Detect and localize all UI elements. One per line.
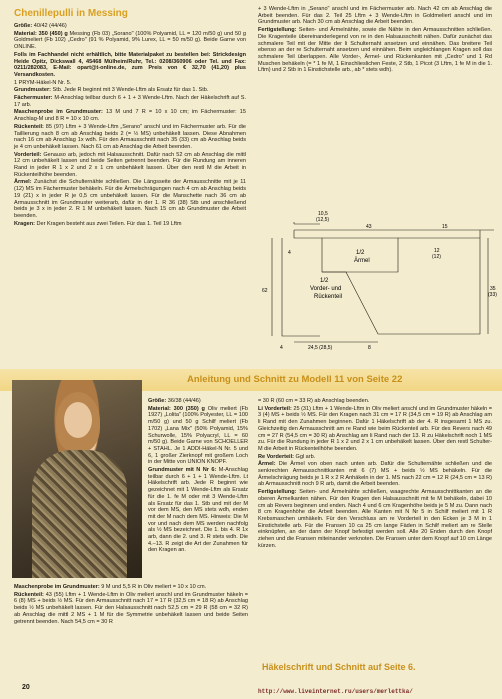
paragraph-text: Seiten- und Ärmelnähte, sowie die Nähte in den Armausschnitten schließen. Die Kragenteile übereinanderlegend von re in den Halsausschnitt nähen. Dafür zunächst das schmalere Teil mit der Mitte der li Schulternaht ansetzen und einnähen. Das breitere Teil ebenso an der re Schulternaht ansetzen und einnähen. Beim ungleichlangen Kragen soll das schmalere Teil überlappen. Alle Vorder-, Ärmel- und Rückenkanten mit „Cedro" und 1 Rd Muschen behäkeln (= * 1 fe M, 1 Einschlieslichen Feste, 2 Stb, 1 Picot (3 Lftm, 1 fe M in die 1. Lftm) und 2 Stb in 1 Einstichstelle arb., ab * stets wdh). (258, 27, 492, 74)
paragraph-text: Zunächst die Schulternähte schließen. Die Längsseite der Armausschnitte mit je 11 (12) MS im Fächermuster behäkeln. Für die Ärmelschrägungen nach 4 cm ab Anschlag beids 19 (21) x in jeder R je 0,5 cm unbehäkelt lassen. Für die Manschette nach 36 cm ab Armausschnitt im Grundmuster weiterarb, dafür in der 1. R 36 (38) Stb und anschließend beids je 3 x in jeder 2. R 1 M unbehäkelt lassen. Nach 15 cm ab Grundmuster die Arbeit beenden. (14, 179, 246, 219)
dim-15: 15 (442, 224, 448, 230)
paragraph (258, 6, 492, 26)
pattern-diagram (258, 154, 498, 354)
paragraph-text: Genauso arb, jedoch mit Halsausschnitt. Dafür nach 52 cm ab Anschlag die mittl 12 cm unbehäkelt lassen und beide Seiten getrennt beenden. Für die Rundung am inneren Rand in jeder R 1 x 2 und 2 x 1 cm unbehäkelt lassen. Über den restl M die Arbeit in Rückenteilhöhe beenden. (14, 151, 246, 178)
paragraph-lead: Grundmuster: (14, 87, 51, 94)
paragraph-text: Messing (Fb 03) „Sorano" (100% Polyamid, LL = 120 m/50 g) und 50 g Goldmeliert (Fb 102) „Cedro" (91 % Polyamid, 9% Lurex, LL = 50 m/50 g). Beide Garne von ONLINE. (14, 30, 246, 51)
paragraph-lead: Größe: (14, 23, 33, 29)
dim-12-5: (12,5) (316, 217, 330, 223)
paragraph-lead: Material: 300 (350) g (148, 405, 205, 412)
paragraph-text: 25 (31) Lftm + 1 Wende-Lftm in Oliv meliert anschl und im Grundmuster häkeln = 3 (4) MS + beids ½ MS. Für den Kragen nach 31 cm = 17 R (34,5 cm = 19 R) ab Anschlag am li Rand mit den Zunahmen beginnen. Dafür 1 Häkelschrift ab der 4. R insgesamt 1 MS zu. Gleichzeitig den Armausschnitt am re Rand wie beim Rückenteil arb. Für des Revers nach 49 cm = 27 R (54,5 cm = 30 R) ab Anschlag am li Rand nach der 13. R zu Häkelschrift noch 1 MS zu. Für die Rundung in jeder R 1 x 2 und 2 x 1 cm unbehäkelt lassen. Über den restl Schulter-M die Arbeit in Rückenteilhöhe beenden. (258, 405, 492, 452)
paragraph-text: 13 M und 7 R = 10 x 10 cm; im Fächermuster: 15 Anschlag-M und 8 R = 10 x 10 cm. (14, 109, 246, 123)
dim-bottom-4: 4 (280, 345, 283, 351)
paragraph-lead: Kragen: (14, 220, 35, 227)
paragraph (14, 152, 246, 179)
paragraph-text: 36/38 (44/46) (166, 398, 201, 404)
paragraph (258, 454, 492, 461)
paragraph-lead: Li Vorderteil: (258, 405, 292, 412)
dim-12: 12 (434, 248, 440, 254)
paragraph (258, 461, 492, 488)
paragraph-text: 9 M und 5,5 R in Oliv meliert = 10 x 10 cm. (99, 584, 207, 590)
paragraph-text: 43 (55) Lftm + 1 Wende-Lftm in Oliv meliert anschl und im Grundmuster häkeln = 6 (8) MS + beids ½ MS. Für den Armausschnitt nach 17 = 17 R (32,5 cm = 18 R) ab Anschlag beids ½ MS unbehäkelt lassen. Für den Halsausschnitt nach 52,5 cm = 29 R (58 cm = 32 R) ab Anschlag die mittl 2 MS + 1 M für die Symmetrie unbehäkelt lassen und beide Seiten getrennt beenden. Nach 54,5 cm = 30 R (14, 591, 248, 625)
dim-12-alt: (12) (432, 254, 441, 260)
model-photo (12, 380, 142, 578)
body-label-2: Rückenteil (314, 294, 343, 300)
paragraph (14, 221, 246, 228)
dim-bottom-8: 8 (368, 345, 371, 351)
paragraph (14, 52, 246, 79)
paragraph (258, 406, 492, 453)
paragraph-lead: Größe: (148, 398, 167, 404)
paragraph (258, 27, 492, 74)
dim-43: 43 (366, 224, 372, 230)
paragraph (14, 31, 246, 51)
paragraph (14, 584, 248, 591)
paragraph (14, 124, 246, 151)
paragraph (14, 80, 246, 87)
dim-33: (33) (488, 292, 497, 298)
paragraph (14, 592, 248, 626)
paragraph-text: Oliv meliert (Fb 1927) „Lolita" (100% Polyester, LL = 100 m/50 g) und 50 g Schilf meliert (Fb 1702) „Lana Mix" (50% Polyamid, 15% Schurwolle, 15% Polyacryl, LL = 60 m/50 g). Beide Garne von SCHOELLER + STAHL. Je 1 ADDI-Häkel-N Nr. 5 und 6, 1 großer Zierknopf mit großem Loch in der Mitte von UNION KNOPF. (148, 405, 249, 466)
paragraph-text: Die Ärmel von oben nach unten arb. Dafür die Schulternähte schließen und die senkrechten Armausschnittkanten mit 6 (7) MS + beids ½ MS behäkeln. Für die Ärmelschrägung beids je 1 R x 2 R Anhäkeln in der 1. MS nach 22 cm = 12 R (24,5 cm = 13 R) ab Armausschnitt noch 9 R arb, damit die Arbeit beenden. (258, 461, 492, 488)
instructions-column-right (258, 6, 492, 75)
paragraph-lead: Ärmel: (14, 179, 32, 186)
sleeve-fraction: 1/2 (356, 250, 365, 256)
paragraph (14, 95, 246, 108)
paragraph-text: + 3 Wende-Lftm in „Serano" anschl und im Fächermuster arb. Nach 42 cm ab Anschlag die Arbeit beenden. Für das 2. Teil 25 Lftm + 3 Wende-Lftm in Goldmeliert anschl und im Grundmuster arb. Nach 30 cm ab Anschlag die Arbeit beenden. (258, 6, 492, 26)
paragraph-text: = 30 R (60 cm = 33 R) ab Anschlag beenden. (258, 398, 370, 404)
dim-bottom: 24,5 (28,5) (308, 345, 333, 351)
paragraph-lead: Fertigstellung: (258, 27, 297, 34)
paragraph-lead: Fächermuster: (14, 95, 53, 102)
paragraph-lead: Grundmuster mit N Nr 6: (148, 467, 217, 474)
paragraph-lead: Ärmel: (258, 461, 276, 468)
sleeve-label: Ärmel (354, 258, 370, 264)
paragraph (14, 23, 246, 30)
section-title: Chenillepulli in Messing (14, 8, 128, 19)
band-title: Anleitung und Schnitt zu Modell 11 von Seite 22 (187, 374, 403, 385)
page-number: 20 (22, 684, 30, 691)
instructions-column-left (14, 23, 246, 228)
paragraph (148, 406, 248, 466)
paragraph-text: Seiten- und Ärmelnähte schließen, waagrechte Armausschnittkanten an die oberen Ärmelkanten nähen. Für den Kragen den Halsausschnitt mit fe M behäkeln, dabei 10 cm ab Revers beginnen und enden. Nach 4 und 6 cm Kragenhöhe beids je 5 M zu. Dann nach 8 cm Kragenhöhe die Arbeit beenden. Alle Kanten mit N Nr 5 in Schilf meliert mit 1 R Krebsmaschen umhäkeln. Für den Verschluss am re Vorderteil in den Ecken je 3 M in 1 Einstichstelle arb. Für die Fransen 10 ca 25 cm lange Fäden in Schilf meliert am re Stelle einknüpfen, an der dann der Knopf befestigt werden soll. Alle 20 Enden durch den Knopf ziehen und die Fransen miteinander verknoten. Die Fransen unter dem Knopf auf 10 cm Länge kürzen. (258, 489, 492, 549)
paragraph (14, 179, 246, 219)
jacket-shape (32, 450, 127, 578)
paragraph-text: Ggl arb. (293, 453, 316, 460)
paragraph-text: 1 PRYM-Häkel-N Nr. 5. (14, 79, 72, 86)
paragraph-text: Der Kragen besteht aus zwei Teilen. Für das 1. Teil 19 Lftm (34, 220, 182, 227)
paragraph-lead: Rückenteil: (14, 591, 44, 598)
paragraph-text: M-Anschlag teilbar durch 6 + 1 + 1 Wende-Lftm. Lt Häkelschrift arb. Jede R beginnt wie gezeichnet mit 1 Wende-Lftm als Ersatz für die 1. fe M oder mit 3 Wende-Lftm als Ersatz für das 1. Stb und mit der M vor dem MS, den MS stets wdh, enden mit der M nach dem MS. Hinweis: Die M vor und nach dem MS werden nachfolg als ½ MS bezeichnet. Die 1. bis 4. R 1x arb, dann die 2. und 3. R stets wdh. Die 4.–13. R zeigt die Art der Zunahmen für den Kragen an. (148, 467, 248, 554)
paragraph-text: 40/42 (44/46) (32, 23, 67, 29)
paragraph (148, 398, 248, 405)
paragraph-lead: Re Vorderteil: (258, 453, 294, 460)
body-fraction: 1/2 (320, 278, 329, 284)
paragraph-lead: Maschenprobe im Grundmuster: (14, 109, 103, 116)
paragraph (14, 87, 246, 94)
paragraph-lead: Material: 350 (450) g (14, 30, 68, 37)
dim-4: 4 (288, 250, 291, 256)
paragraph-text: 85 (97) Lftm + 3 Wende-Lftm „Serano" anschl und im Fächermuster arb. Für die Taillierung nach 8 cm ab Anschlag beids 2 (= ½ MS) unbehäkelt lassen. Diese Abnahmen nach 16 cm ab Anschlag 1x wdh. Für den Armausschnitt nach 35 (33) cm ab Anschlag beids je 4 cm unbehäkelt lassen. Nach 61 cm ab Anschlag die Arbeit beenden. (14, 123, 246, 150)
paragraph-lead: Folls im Fachhandel nicht erhältlich, bitte Materialpaket zu bestellen bei: Strickdesign Heide Opitz, Dickswall 4, 45468 Mülheim/Ruhr, Tel.: 0208/360906 oder Tel. und Fax: 0211/282083, E-Mail: opart@t-online.de, zum Preis von € 32,70 (41,20) plus Versandkosten. (14, 51, 246, 78)
dim-35: 35 (490, 286, 496, 292)
paragraph-text: Stb. Jede R beginnt mit 3 Wende-Lftm als Ersatz für das 1. Stb. (50, 87, 209, 94)
chart-reference: Häkelschrift und Schnitt auf Seite 6. (262, 662, 416, 672)
paragraph-text: M-Anschlag teilbar durch 6 + 1 + 3 Wende-Lftm. Nach der Häkelschrift auf S. 17 arb. (14, 95, 246, 108)
paragraph-lead: Maschenprobe im Grundmuster: (14, 584, 100, 590)
dim-10-5: 10,5 (318, 211, 328, 217)
paragraph (258, 398, 492, 405)
paragraph-lead: Fertigstellung: (258, 489, 297, 496)
paragraph-lead: Vorderteil: (14, 151, 42, 158)
paragraph (148, 467, 248, 554)
instructions-column-middle (148, 398, 248, 555)
dim-62: 62 (262, 288, 268, 294)
body-label: Vorder- und (310, 286, 342, 292)
paragraph-lead: Rückenteil: (14, 123, 44, 130)
source-link[interactable]: http://www.liveinternet.ru/users/merlettka/ (258, 688, 413, 695)
instructions-column-bottom-left (14, 584, 248, 626)
instructions-column-bottom-right (258, 398, 492, 550)
paragraph (258, 489, 492, 549)
face-shape (64, 402, 92, 438)
paragraph (14, 109, 246, 122)
